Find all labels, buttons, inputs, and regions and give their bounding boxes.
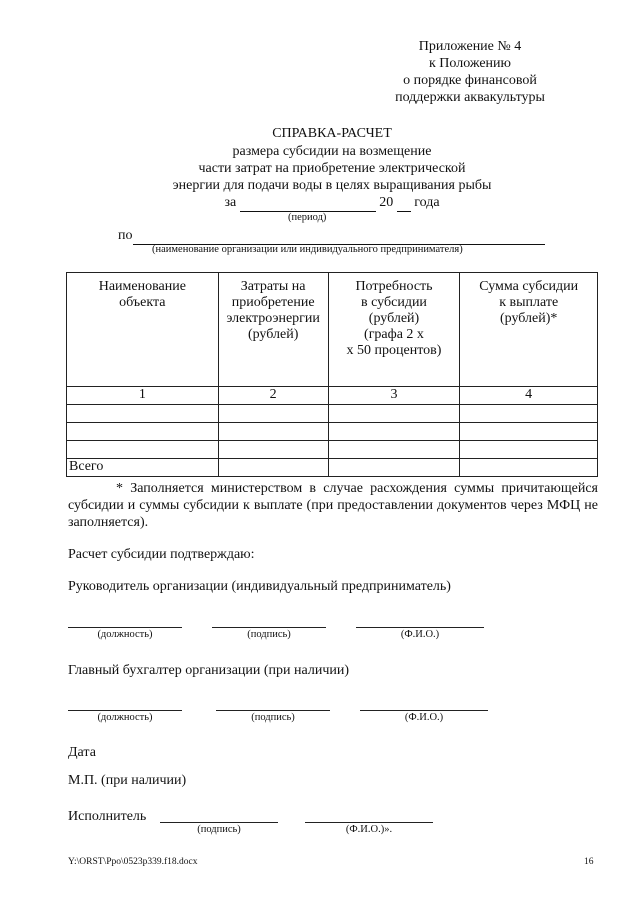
table-cell xyxy=(460,423,598,441)
annex-line-4: поддержки аквакультуры xyxy=(395,90,545,105)
annex-line-3: о порядке финансовой xyxy=(403,73,537,88)
period-caption: (период) xyxy=(288,212,327,223)
table-cell xyxy=(460,459,598,477)
annex-line-2: к Положению xyxy=(428,56,511,71)
executor-name-line xyxy=(305,822,433,823)
page-number: 16 xyxy=(584,857,594,867)
table-cell xyxy=(328,459,460,477)
head-signature-caption: (подпись) xyxy=(247,629,291,640)
accountant-position-line xyxy=(68,710,182,711)
table-cell xyxy=(328,423,460,441)
org-line xyxy=(118,227,545,245)
table-cell xyxy=(218,423,328,441)
table-row xyxy=(67,423,598,441)
head-position-caption: (должность) xyxy=(97,629,153,640)
accountant-label: Главный бухгалтер организации (при наличии) xyxy=(68,663,350,678)
executor-name-caption: (Ф.И.О.)». xyxy=(345,824,393,835)
period-prefix: за xyxy=(224,195,237,210)
org-caption: (наименование организации или индивидуального предпринимателя) xyxy=(152,244,463,255)
head-position-line xyxy=(68,627,182,628)
table-cell xyxy=(67,441,219,459)
table-cell xyxy=(218,459,328,477)
title-line-3: энергии для подачи воды в целях выращивания рыбы xyxy=(172,178,492,193)
date-label: Дата xyxy=(68,745,96,760)
period-blank xyxy=(240,194,376,212)
period-year: 20 xyxy=(379,195,394,210)
total-row xyxy=(67,459,598,477)
table-cell xyxy=(218,441,328,459)
footer-file-path: Y:\ORST\Ppo\0523p339.f18.docx xyxy=(68,857,198,867)
annex-line-1: Приложение № 4 xyxy=(418,39,522,54)
title-line-1: размера субсидии на возмещение xyxy=(232,144,432,159)
header-electricity-costs: Затраты на приобретение электроэнергии (рублей) xyxy=(218,273,328,387)
head-label: Руководитель организации (индивидуальный предприниматель) xyxy=(68,579,451,594)
title-line-2: части затрат на приобретение электрической xyxy=(198,161,466,176)
table-row xyxy=(67,405,598,423)
header-subsidy-need: Потребность в субсидии (рублей) (графа 2 x x 50 процентов) xyxy=(328,273,460,387)
table-cell xyxy=(460,405,598,423)
footnote: * Заполняется министерством в случае расхождения суммы причитающейся субсидии и суммы субсидии к выплате (при предоставлении документов через МФЦ не заполняется). xyxy=(68,481,598,530)
table-row xyxy=(67,441,598,459)
header-subsidy-payout: Сумма субсидии к выплате (рублей)* xyxy=(460,273,598,387)
total-label: Всего xyxy=(67,459,219,477)
column-number: 4 xyxy=(460,387,598,405)
head-name-caption: (Ф.И.О.) xyxy=(400,629,440,640)
column-number: 2 xyxy=(218,387,328,405)
accountant-signature-line xyxy=(216,710,330,711)
header-object-name: Наименование объекта xyxy=(67,273,219,387)
accountant-name-line xyxy=(360,710,488,711)
table-cell xyxy=(328,405,460,423)
table-cell xyxy=(460,441,598,459)
accountant-name-caption: (Ф.И.О.) xyxy=(404,712,444,723)
confirm-text: Расчет субсидии подтверждаю: xyxy=(68,547,255,562)
period-line xyxy=(0,194,640,212)
org-prefix: по xyxy=(118,228,133,243)
stamp-label: М.П. (при наличии) xyxy=(68,773,187,788)
period-suffix: года xyxy=(414,195,440,210)
column-number: 1 xyxy=(67,387,219,405)
document-title: СПРАВКА-РАСЧЕТ xyxy=(272,126,392,141)
org-blank xyxy=(133,227,545,245)
accountant-position-caption: (должность) xyxy=(97,712,153,723)
table-cell xyxy=(328,441,460,459)
year-blank xyxy=(397,194,411,212)
subsidy-table xyxy=(66,272,598,477)
table-cell xyxy=(67,405,219,423)
executor-label: Исполнитель xyxy=(68,809,147,824)
table-cell xyxy=(67,423,219,441)
annex-block xyxy=(360,38,580,106)
table-header-row xyxy=(67,273,598,387)
head-name-line xyxy=(356,627,484,628)
column-number-row xyxy=(67,387,598,405)
executor-signature-line xyxy=(160,822,278,823)
executor-signature-caption: (подпись) xyxy=(197,824,241,835)
table-cell xyxy=(218,405,328,423)
column-number: 3 xyxy=(328,387,460,405)
accountant-signature-caption: (подпись) xyxy=(251,712,295,723)
head-signature-line xyxy=(212,627,326,628)
